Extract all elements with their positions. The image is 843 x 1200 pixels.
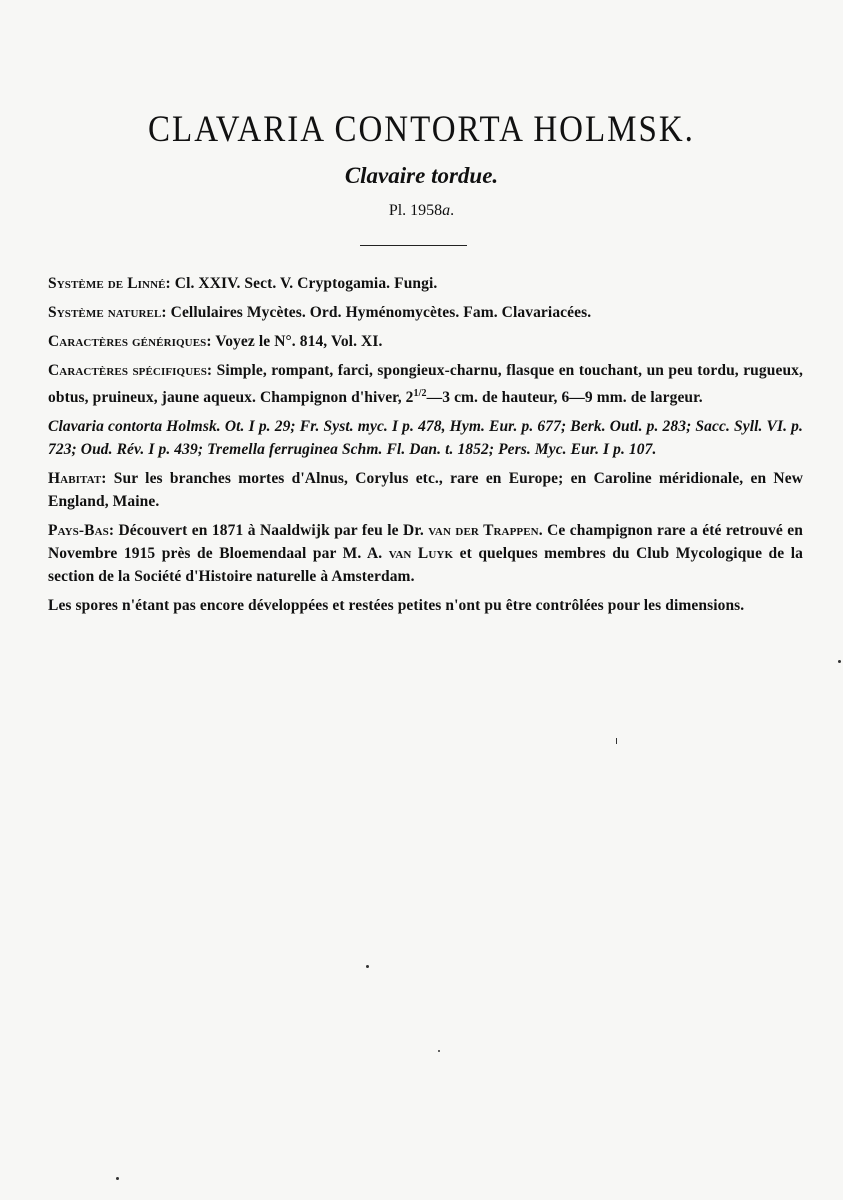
section-spores: Les spores n'étant pas encore développées et restées petites n'ont pu être contrôlées pour les dimensions. [48,597,745,615]
section-text: Cl. XXIV. Sect. V. Cryptogamia. Fungi. [170,275,438,292]
section-paysbas [48,519,803,588]
section-text: Cellulaires Mycètes. Ord. Hyménomycètes. Fam. Clavariacées. [166,304,592,321]
section-label: Système de Linné: [48,275,171,292]
title-rule [360,245,467,246]
section-text-end: et quelques membres du Club Mycologique de la section de la Société d'Histoire naturelle à Amsterdam. [48,545,803,586]
section-linne [48,272,803,295]
section-references: Clavaria contorta Holmsk. Ot. I p. 29; Fr. Syst. myc. I p. 478, Hym. Eur. p. 677; Berk. Outl. p. 283; Sacc. Syll. VI. p. 723; Oud. Rév. I p. 439; Tremella ferruginea Schm. Fl. Dan. t. 1852; Pers. Myc. Eur. I p. 107. [48,418,803,459]
speck [366,965,369,968]
section-text: Voyez le N°. 814, Vol. XI. [211,333,383,350]
page-title: CLAVARIA CONTORTA HOLMSK. [148,109,695,151]
plate-number [0,202,843,220]
speck [438,1050,440,1052]
fraction: 1/2 [413,388,427,399]
section-habitat [48,467,803,513]
section-label: Caractères spécifiques: [48,362,213,379]
section-text: Sur les branches mortes d'Alnus, Corylus etc., rare en Europe; en Caroline méridionale, en New England, Maine. [48,470,803,511]
section-specifiques [48,359,803,409]
person-name: van Luyk [388,545,454,563]
section-naturel [48,301,803,324]
speck [838,660,841,663]
section-label: Système naturel: [48,304,167,321]
section-label: Caractères génériques: [48,333,212,350]
speck [616,738,617,744]
section-text: Simple, rompant, farci, spongieux-charnu, flasque en touchant, un peu tordu, rugueux, obtus, pruineux, jaune aqueux. Champignon d'hiver, 2 [48,362,803,407]
section-text-cont: —3 cm. de hauteur, 6—9 mm. de largeur. [426,389,703,407]
section-generiques [48,330,803,353]
section-text: Découvert en 1871 à Naaldwijk par feu le Dr. [114,522,429,540]
plate-suffix: a [442,202,451,219]
speck [116,1177,119,1180]
section-label: Habitat: [48,470,107,488]
document-body [48,272,803,623]
section-label: Pays-Bas: [48,522,115,540]
plate-end: . [450,202,455,219]
page-subtitle: Clavaire tordue. [344,163,499,188]
plate-prefix: Pl. 1958 [388,202,443,219]
section-text-cont: . Ce champignon rare a été retrouvé en Novembre 1915 près de Bloemendaal par M. A. [48,522,804,563]
person-name: van der Trappen [428,522,539,540]
